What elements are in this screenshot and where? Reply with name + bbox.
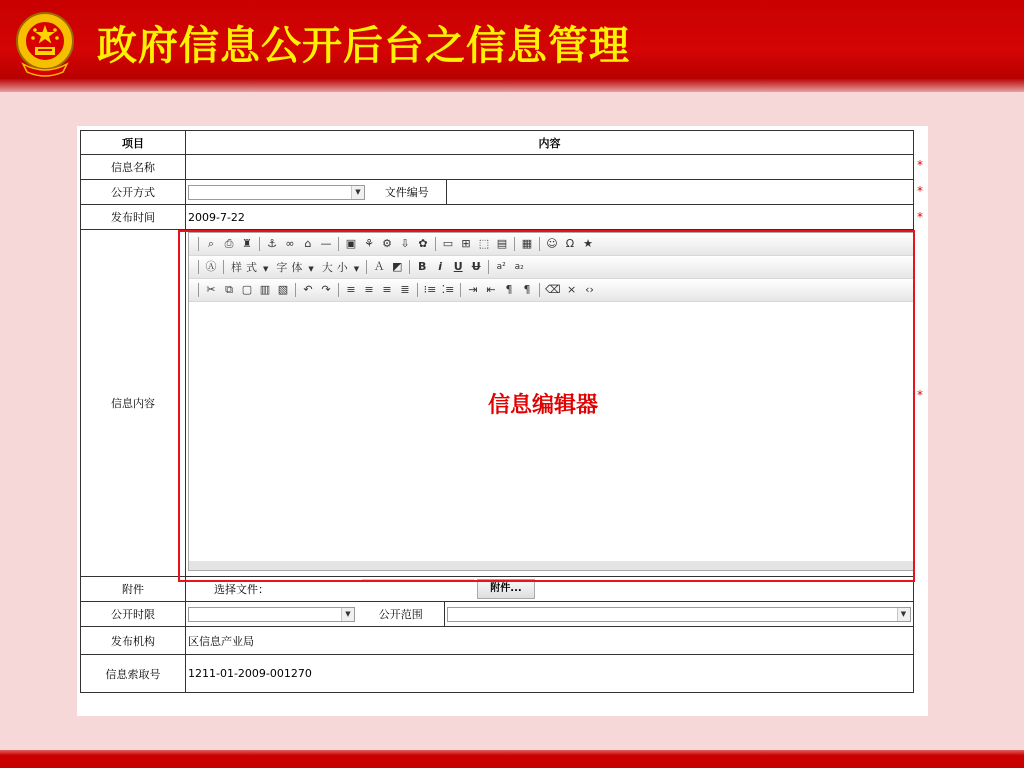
row-open-method [81,180,914,205]
link-icon[interactable]: ∞ [285,237,295,250]
clear-format-icon[interactable]: Ⓐ [205,260,217,273]
form-panel [77,126,928,716]
open-period-select[interactable] [188,607,355,622]
required-mark-content: * [917,388,923,402]
label-publish-time: 发布时间 [81,205,186,230]
image-icon[interactable]: ▣ [345,237,357,250]
background-color-icon[interactable]: ◩ [391,260,403,273]
chevron-down-icon: ▼ [341,608,354,621]
smiley-icon[interactable]: ☺ [546,237,558,250]
subscript-button[interactable]: a₂ [514,262,524,272]
paragraph-ltr-icon[interactable]: ¶ [505,283,513,296]
unordered-list-icon[interactable]: ⁚≡ [441,283,455,296]
table-header-row [81,131,914,155]
cell-icon[interactable]: ⬚ [478,237,490,250]
label-publish-org: 发布机构 [81,627,186,655]
slide-header [0,0,1024,92]
editor-scrollbar[interactable] [189,561,913,570]
row-info-name [81,155,914,180]
label-file-number: 文件编号 [368,180,446,204]
required-mark-publish-time: * [917,210,923,224]
size-dropdown[interactable]: 大小 ▼ [321,261,360,274]
row-publish-org [81,627,914,655]
row-attachment [81,577,914,602]
cut-icon[interactable]: ✂ [206,283,216,296]
align-right-icon[interactable]: ≡ [382,283,392,296]
page-title: 政府信息公开后台之信息管理 [97,23,630,69]
label-open-scope: 公开范围 [358,602,444,626]
footer-bar [0,750,1024,768]
column-header-item: 项目 [81,131,186,155]
editor-toolbar-row-1 [189,233,913,256]
attach-file-button[interactable]: 附件... [477,579,535,599]
ordered-list-icon[interactable]: ⁝≡ [423,283,437,296]
paste-text-icon[interactable]: ▥ [259,283,271,296]
anchor-icon[interactable]: ⚓ [267,237,277,250]
label-open-method: 公开方式 [81,180,186,205]
source-code-icon[interactable]: ‹› [585,283,594,296]
row-open-period [81,602,914,627]
row-index-number [81,655,914,693]
copy-icon[interactable]: ⧉ [225,283,233,296]
strikethrough-button[interactable]: U [471,260,481,273]
style-dropdown[interactable]: 样式 ▼ [231,261,269,274]
chevron-down-icon: ▼ [351,186,364,199]
column-header-content: 内容 [186,131,914,155]
national-emblem-icon [13,10,77,80]
align-justify-icon[interactable]: ≣ [400,283,410,296]
eraser-icon[interactable]: ⌫ [545,283,561,296]
redo-icon[interactable]: ↷ [321,283,331,296]
align-center-icon[interactable]: ≡ [364,283,374,296]
file-path-field[interactable] [362,579,474,599]
media-icon[interactable]: ⚙ [382,237,392,250]
remove-icon[interactable]: × [566,283,577,296]
preview-icon[interactable]: ⌕ [207,237,215,250]
label-choose-file: 选择文件： [214,583,269,596]
paragraph-rtl-icon[interactable]: ¶ [523,283,531,296]
undo-icon[interactable]: ↶ [303,283,313,296]
font-dropdown[interactable]: 字体 ▼ [276,261,314,274]
input-publish-time[interactable]: 2009-7-22 [186,205,914,230]
upload-icon[interactable]: ⇩ [400,237,410,250]
open-scope-select[interactable] [447,607,911,622]
print-icon[interactable]: ⎙ [224,237,234,250]
star-icon[interactable]: ★ [583,237,593,250]
required-mark-name: * [917,158,923,172]
horizontal-rule-icon[interactable]: — [320,237,332,250]
chevron-down-icon: ▼ [897,608,910,621]
template-icon[interactable]: ▦ [521,237,533,250]
paste-word-icon[interactable]: ▧ [277,283,289,296]
input-publish-org[interactable]: 区信息产业局 [186,627,914,655]
bold-button[interactable]: B [417,260,427,273]
italic-button[interactable]: i [438,260,443,273]
paste-icon[interactable]: ▢ [241,283,253,296]
text-color-icon[interactable]: Ａ [373,260,385,273]
label-info-content: 信息内容 [81,230,186,577]
table-edit-icon[interactable]: ⊞ [461,237,471,250]
web-icon[interactable]: ✿ [418,237,428,250]
editor-caption: 信息编辑器 [488,393,599,418]
editor-toolbar-row-3 [189,279,913,302]
find-icon[interactable]: ♜ [242,237,252,250]
open-method-select[interactable] [188,185,365,200]
outdent-icon[interactable]: ⇤ [486,283,496,296]
label-index-number: 信息索取号 [81,655,186,693]
form-icon[interactable]: ▤ [496,237,508,250]
underline-button[interactable]: U [453,260,463,273]
input-file-number[interactable] [446,180,913,204]
row-publish-time [81,205,914,230]
indent-icon[interactable]: ⇥ [468,283,478,296]
align-left-icon[interactable]: ≡ [346,283,356,296]
editor-toolbar-row-2 [189,256,913,279]
table-icon[interactable]: ▭ [442,237,454,250]
label-attachment: 附件 [81,577,186,602]
superscript-button[interactable]: a² [496,262,506,272]
input-info-name[interactable] [186,155,914,180]
unlink-icon[interactable]: ⌂ [304,237,312,250]
flash-icon[interactable]: ⚘ [364,237,374,250]
label-info-name: 信息名称 [81,155,186,180]
label-open-period: 公开时限 [81,602,186,627]
input-index-number[interactable]: 1211-01-2009-001270 [186,655,914,693]
editor-content-area[interactable] [189,305,913,563]
required-mark-open-method: * [917,184,923,198]
special-char-icon[interactable]: Ω [565,237,575,250]
